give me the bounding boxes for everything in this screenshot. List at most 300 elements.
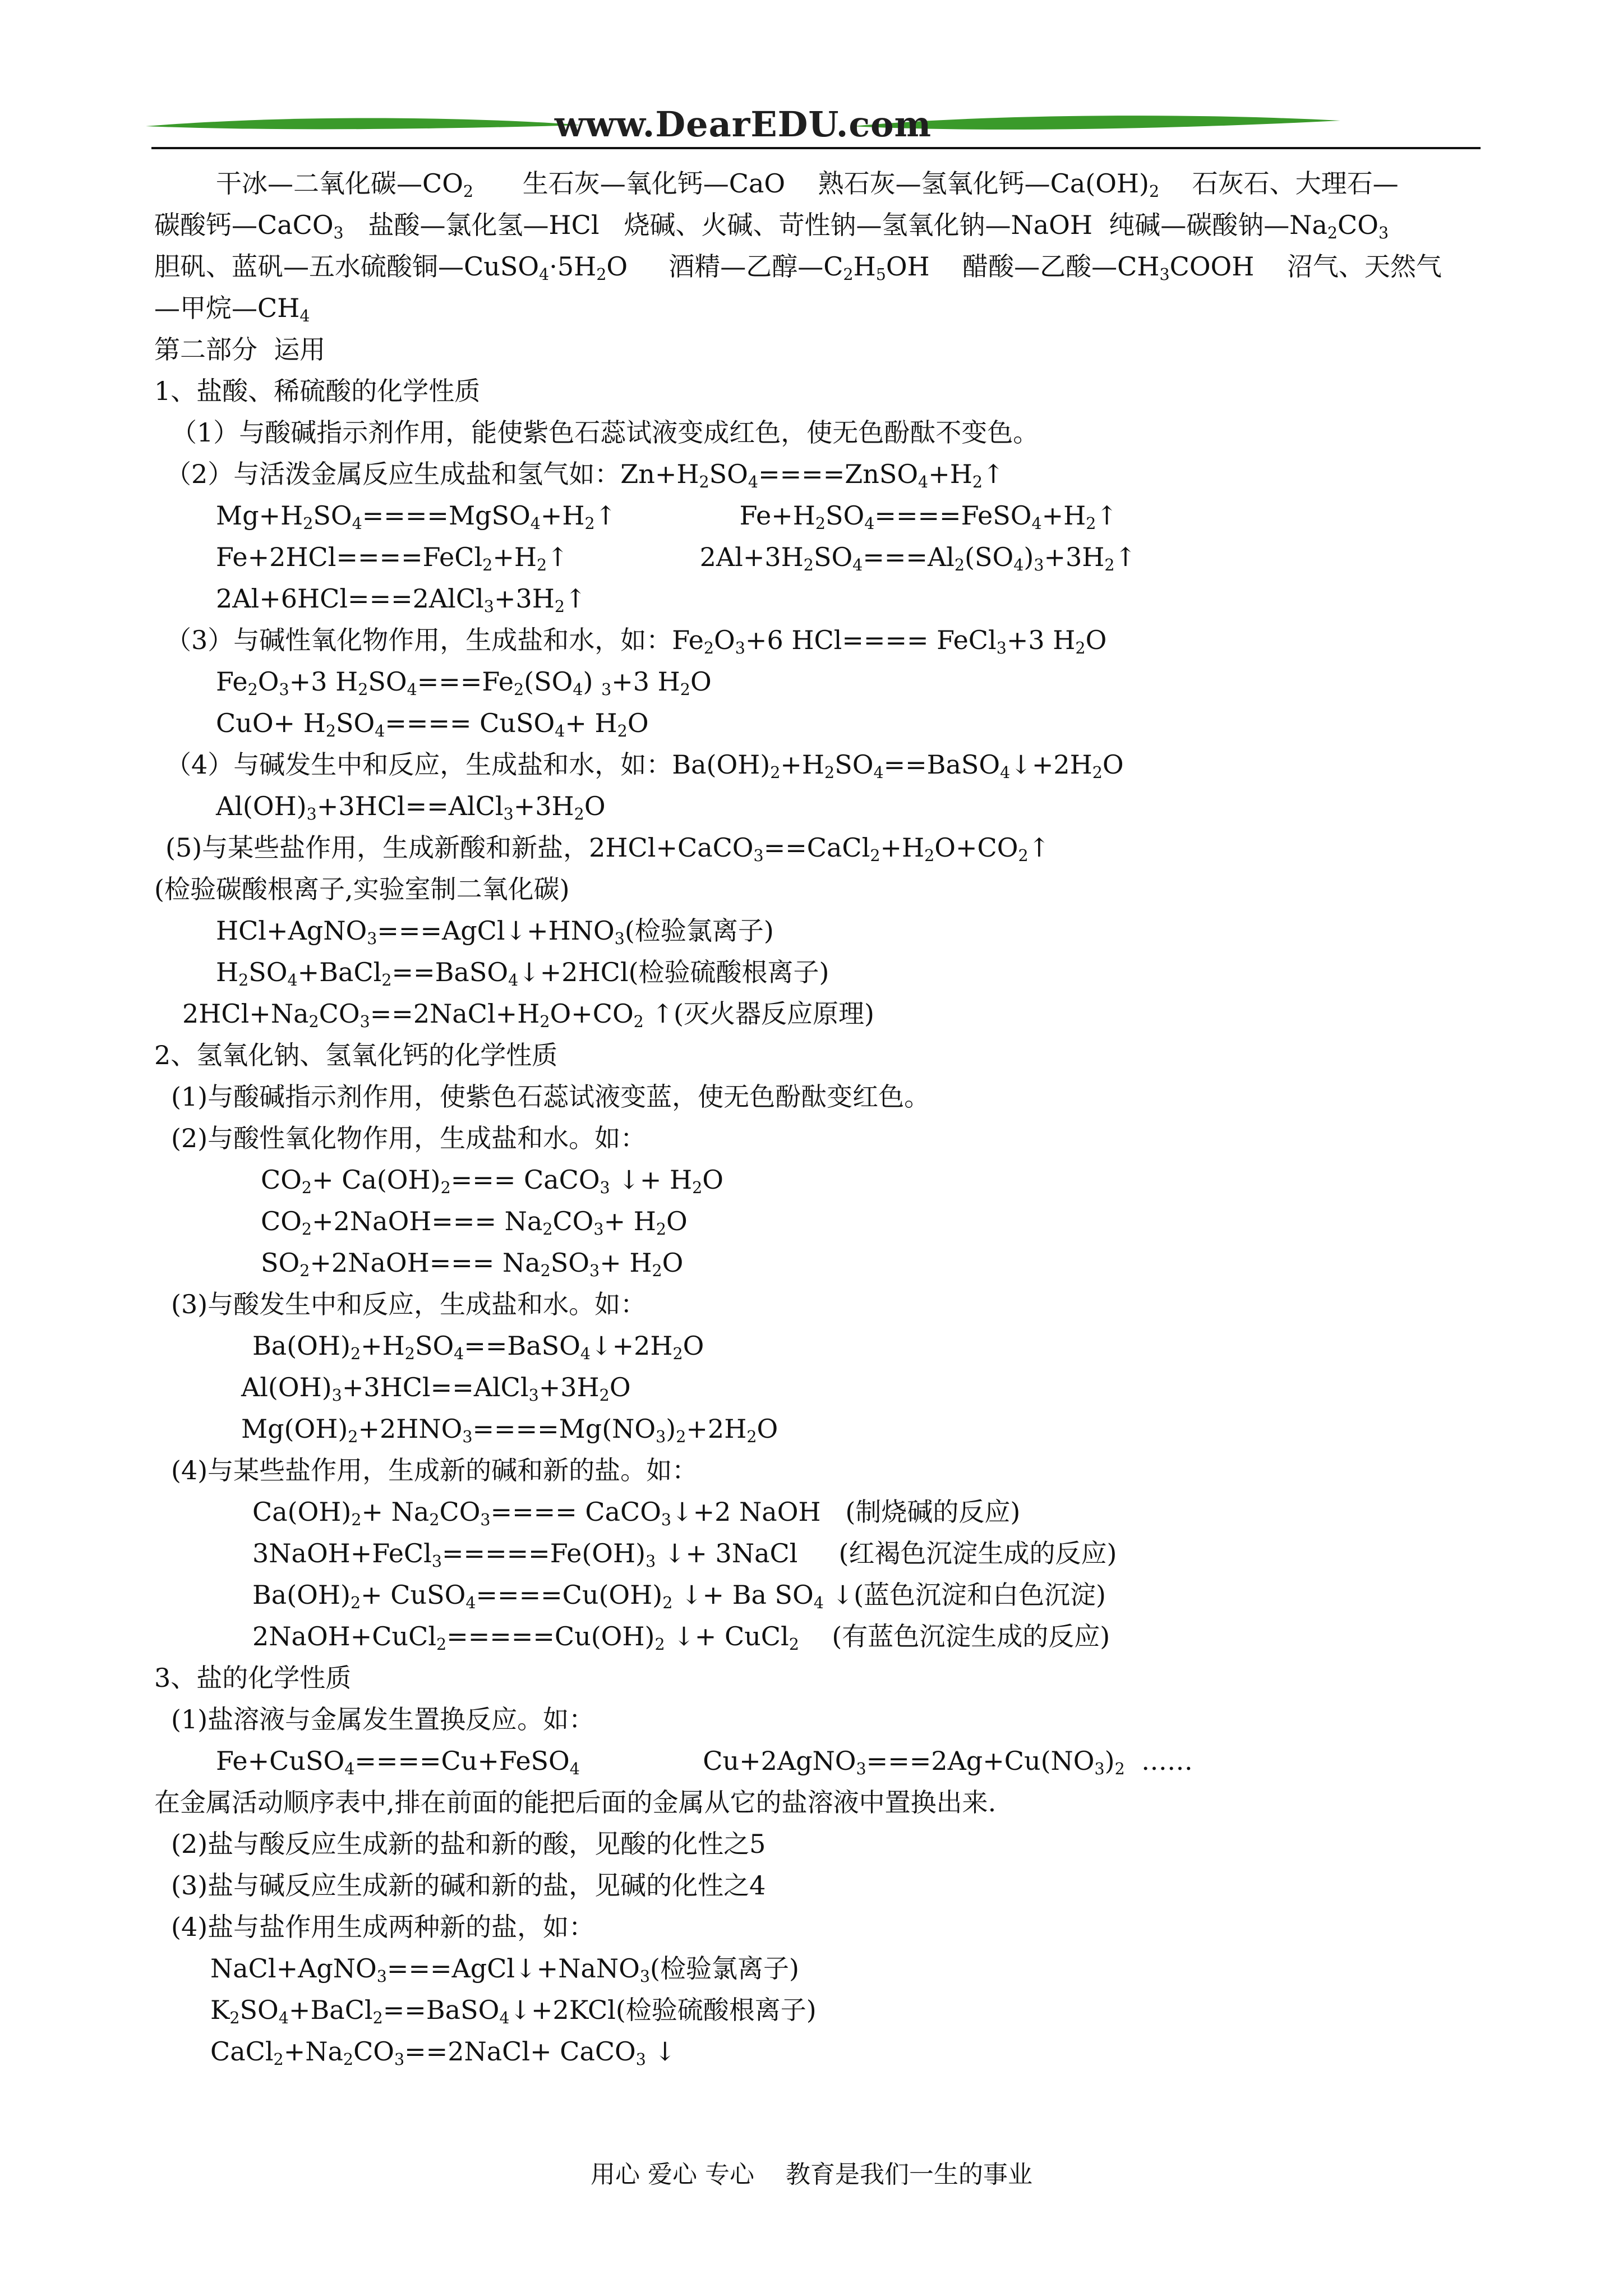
- text-run: ……: [1124, 1746, 1193, 1776]
- subscript: 4: [864, 514, 875, 533]
- subscript: 2: [972, 472, 983, 491]
- text-run: ↓+2HCl(检验硫酸根离子): [518, 957, 829, 987]
- subscript: 2: [574, 804, 584, 823]
- text-run: ↓+ H: [610, 1165, 693, 1195]
- text-run: Al(OH): [241, 1372, 332, 1402]
- text-run: 3NaOH+FeCl: [252, 1538, 432, 1568]
- subscript: 2: [633, 1012, 644, 1031]
- text-line: [154, 1948, 1500, 1989]
- subscript: 3: [996, 638, 1007, 657]
- text-run: 石灰石、大理石—: [1159, 168, 1399, 199]
- subscript: 4: [873, 763, 884, 782]
- text-run: ====Cu(OH): [476, 1580, 663, 1610]
- text-run: Fe: [216, 666, 248, 697]
- text-run: + H: [565, 708, 617, 738]
- subscript: 2: [238, 970, 249, 990]
- subscript: 4: [1031, 514, 1042, 533]
- text-run: (检验碳酸根离子,实验室制二氧化碳): [154, 874, 570, 904]
- text-run: （4）与碱发生中和反应，生成盐和水，如：Ba(OH): [165, 749, 771, 780]
- subscript: 4: [508, 970, 519, 990]
- text-line: [154, 1782, 1500, 1823]
- text-run: +3 H: [1006, 625, 1076, 655]
- text-run: +3HCl==AlCl: [342, 1372, 529, 1402]
- text-run: COOH 沼气、天然气: [1169, 251, 1442, 282]
- subscript: 2: [348, 1427, 358, 1446]
- text-run: (有蓝色沉淀生成的反应): [799, 1621, 1110, 1651]
- subscript: 2: [463, 182, 474, 201]
- text-run: O: [666, 1206, 688, 1236]
- subscript: 2: [599, 1386, 610, 1405]
- subscript: 2: [843, 265, 854, 284]
- subscript: 2: [542, 1220, 553, 1239]
- text-run: O: [584, 791, 606, 821]
- subscript: 2: [436, 1635, 447, 1654]
- text-line: [154, 1823, 1500, 1865]
- text-run: O: [627, 708, 649, 738]
- text-run: +2H: [686, 1414, 747, 1444]
- subscript: 4: [407, 680, 417, 699]
- text-run: SO: [261, 1248, 300, 1278]
- text-run: 1、盐酸、稀硫酸的化学性质: [154, 376, 481, 406]
- subscript: 3: [635, 2050, 646, 2069]
- subscript: 2: [803, 555, 814, 574]
- subscript: 4: [580, 1344, 591, 1363]
- text-line: [154, 1616, 1500, 1657]
- text-line: [154, 661, 1500, 702]
- text-line: [154, 1283, 1500, 1325]
- text-run: ↑: [565, 583, 587, 614]
- subscript: 2: [343, 2050, 354, 2069]
- subscript: 3: [333, 223, 344, 242]
- text-run: CO: [261, 1206, 302, 1236]
- text-run: H: [853, 251, 876, 282]
- subscript: 3: [331, 1386, 342, 1405]
- text-run: ·5H: [549, 251, 597, 282]
- text-run: ): [583, 666, 602, 697]
- text-run: ==2NaCl+H: [370, 999, 540, 1029]
- text-run: SO: [368, 666, 407, 697]
- text-line: [154, 1325, 1500, 1366]
- subscript: 4: [299, 306, 310, 325]
- text-run: Mg+H: [216, 500, 303, 531]
- text-run: +BaCl: [297, 957, 382, 987]
- text-run: CO: [552, 1206, 594, 1236]
- text-run: +H: [361, 1331, 405, 1361]
- text-run: CO: [353, 2036, 394, 2067]
- text-run: (3)盐与碱反应生成新的碱和新的盐，见碱的化性之4: [171, 1870, 766, 1901]
- text-run: ===Al: [863, 542, 955, 572]
- text-run: 第二部分 运用: [154, 334, 326, 365]
- text-run: O: [1085, 625, 1107, 655]
- subscript: 4: [530, 514, 541, 533]
- text-run: (4)与某些盐作用，生成新的碱和新的盐。如：: [171, 1455, 698, 1485]
- text-line: [154, 578, 1500, 619]
- text-line: [154, 951, 1500, 993]
- text-run: ==== CaCO: [490, 1497, 661, 1527]
- text-run: ====Cu+FeSO: [354, 1746, 570, 1776]
- text-run: ↓+2 NaOH (制烧碱的反应): [671, 1497, 1021, 1527]
- text-line: [154, 1408, 1500, 1450]
- text-run: SO: [335, 708, 375, 738]
- text-line: [154, 412, 1500, 453]
- text-run: O: [683, 1331, 704, 1361]
- text-run: ): [666, 1414, 676, 1444]
- subscript: 2: [584, 514, 595, 533]
- subscript: 2: [1092, 763, 1103, 782]
- text-run: =====Fe(OH): [442, 1538, 646, 1568]
- text-run: 胆矾、蓝矾—五水硫酸铜—CuSO: [154, 251, 540, 282]
- page-footer: 用心 爱心 专心 教育是我们一生的事业: [591, 2160, 1032, 2189]
- subscript: 2: [537, 555, 547, 574]
- text-run: NaCl+AgNO: [210, 1953, 377, 1984]
- subscript: 2: [482, 555, 493, 574]
- text-run: SO: [313, 500, 352, 531]
- text-run: ===AgCl↓+NaNO: [386, 1953, 640, 1984]
- text-line: [154, 1200, 1500, 1242]
- subscript: 3: [656, 1427, 666, 1446]
- text-run: O: [702, 1165, 724, 1195]
- text-line: [154, 370, 1500, 412]
- text-run: O: [662, 1248, 684, 1278]
- subscript: 2: [303, 514, 313, 533]
- subscript: 2: [1114, 1759, 1125, 1778]
- subscript: 3: [376, 1967, 387, 1986]
- subscript: 4: [287, 970, 298, 990]
- subscript: 3: [480, 1510, 491, 1529]
- text-line: [154, 1242, 1500, 1283]
- text-run: 2Al+6HCl===2AlCl: [216, 583, 484, 614]
- text-line: [154, 287, 1500, 329]
- text-run: K: [210, 1995, 230, 2025]
- text-line: [154, 1366, 1500, 1408]
- text-line: [154, 536, 1500, 578]
- text-run: ↓+2H: [1010, 749, 1092, 780]
- subscript: 2: [680, 680, 690, 699]
- text-line: [154, 1699, 1500, 1740]
- text-run: ==2NaCl+ CaCO: [404, 2036, 636, 2067]
- subscript: 3: [1094, 1759, 1105, 1778]
- text-line: [154, 453, 1500, 495]
- subscript: 3: [614, 929, 625, 948]
- subscript: 4: [813, 1593, 824, 1612]
- text-run: (2)盐与酸反应生成新的盐和新的酸，见酸的化性之5: [171, 1829, 766, 1859]
- subscript: 2: [372, 2008, 383, 2027]
- subscript: 2: [654, 1635, 665, 1654]
- text-run: SO: [239, 1995, 279, 2025]
- subscript: 4: [1000, 763, 1011, 782]
- text-run: CaCl: [210, 2036, 274, 2067]
- text-run: Fe+2HCl====FeCl: [216, 542, 483, 572]
- text-run: +3 H: [611, 666, 680, 697]
- text-run: O 酒精—乙醇—C: [606, 251, 843, 282]
- subscript: 2: [325, 721, 336, 740]
- text-run: CO: [261, 1165, 302, 1195]
- subscript: 2: [350, 1344, 361, 1363]
- text-run: +3 H: [289, 666, 358, 697]
- text-run: ↓+ 3NaCl (红褐色沉淀生成的反应): [656, 1538, 1117, 1568]
- text-run: SO: [248, 957, 288, 987]
- subscript: 2: [358, 680, 368, 699]
- text-run: +2NaOH=== Na: [310, 1248, 541, 1278]
- subscript: 2: [301, 1178, 312, 1197]
- text-run: ==== CuSO: [385, 708, 555, 738]
- text-run: SO: [414, 1331, 454, 1361]
- subscript: 2: [662, 1593, 673, 1612]
- text-run: ↑: [1114, 542, 1137, 572]
- text-run: (检验氯离子): [624, 915, 774, 946]
- subscript: 3: [661, 1510, 672, 1529]
- text-run: OH 醋酸—乙酸—CH: [886, 251, 1160, 282]
- text-run: 3、盐的化学性质: [154, 1663, 352, 1693]
- text-run: ↓+ Ba SO: [672, 1580, 814, 1610]
- text-run: O: [609, 1372, 631, 1402]
- text-line: [154, 1574, 1500, 1616]
- subscript: 2: [924, 846, 935, 865]
- text-run: ==BaSO: [391, 957, 509, 987]
- subscript: 2: [703, 638, 714, 657]
- subscript: 2: [514, 680, 524, 699]
- subscript: 2: [1149, 182, 1160, 201]
- text-run: O+CO: [934, 832, 1018, 863]
- subscript: 3: [753, 846, 764, 865]
- text-run: ↑ Fe+H: [594, 500, 815, 531]
- text-line: [154, 1117, 1500, 1159]
- subscript: 3: [1159, 265, 1170, 284]
- subscript: 2: [273, 2050, 284, 2069]
- text-run: + Na: [361, 1497, 430, 1527]
- text-run: +3H: [1044, 542, 1105, 572]
- text-run: ====MgSO: [362, 500, 531, 531]
- text-line: [154, 329, 1500, 370]
- text-line: [154, 1740, 1500, 1782]
- text-run: + H: [600, 1248, 652, 1278]
- subscript: 4: [278, 2008, 289, 2027]
- text-line: [154, 1533, 1500, 1574]
- text-run: CO: [1338, 210, 1378, 240]
- subscript: 2: [1075, 638, 1086, 657]
- text-run: 碳酸钙—CaCO: [154, 210, 334, 240]
- text-run: + CuSO: [361, 1580, 466, 1610]
- text-run: (5)与某些盐作用，生成新酸和新盐，2HCl+CaCO: [165, 832, 754, 863]
- text-run: 干冰—二氧化碳—CO: [216, 168, 463, 199]
- text-run: +3H: [513, 791, 574, 821]
- text-run: 2、氢氧化钠、氢氧化钙的化学性质: [154, 1040, 558, 1070]
- subscript: 3: [1378, 223, 1389, 242]
- subscript: 2: [815, 514, 826, 533]
- text-run: ===Fe: [417, 666, 514, 697]
- text-run: Ca(OH): [252, 1497, 352, 1527]
- subscript: 2: [404, 1344, 415, 1363]
- subscript: 3: [394, 2050, 405, 2069]
- text-run: SO: [834, 749, 874, 780]
- text-line: [154, 1450, 1500, 1491]
- subscript: 2: [824, 763, 835, 782]
- subscript: 3: [593, 1220, 604, 1239]
- text-run: ↓(蓝色沉淀和白色沉淀): [823, 1580, 1106, 1610]
- text-run: (3)与酸发生中和反应，生成盐和水。如：: [171, 1289, 647, 1319]
- text-run: 2HCl+Na: [182, 999, 309, 1029]
- text-run: ====Mg(NO: [472, 1414, 656, 1444]
- subscript: 4: [465, 1593, 476, 1612]
- text-run: ==BaSO: [883, 749, 1000, 780]
- subscript: 2: [301, 1220, 312, 1239]
- text-run: ↑: [1028, 832, 1050, 863]
- subscript: 2: [617, 721, 628, 740]
- text-run: O: [757, 1414, 778, 1444]
- text-line: [154, 163, 1500, 204]
- text-run: (1)与酸碱指示剂作用，使紫色石蕊试液变蓝，使无色酚酞变红色。: [171, 1082, 930, 1112]
- subscript: 2: [672, 1344, 683, 1363]
- subscript: 2: [870, 846, 880, 865]
- subscript: 2: [789, 1635, 799, 1654]
- subscript: 2: [770, 763, 781, 782]
- text-line: [154, 619, 1500, 661]
- text-line: [154, 1657, 1500, 1699]
- subscript: 4: [1013, 555, 1024, 574]
- subscript: 3: [279, 680, 289, 699]
- text-line: [154, 827, 1500, 868]
- subscript: 2: [350, 1593, 361, 1612]
- subscript: 2: [1104, 555, 1115, 574]
- text-run: ↑: [1096, 500, 1118, 531]
- text-run: 2NaOH+CuCl: [252, 1621, 437, 1651]
- subscript: 3: [528, 1386, 539, 1405]
- subscript: 2: [692, 1178, 703, 1197]
- text-run: + H: [603, 1206, 656, 1236]
- subscript: 3: [645, 1552, 656, 1571]
- text-run: +3HCl==AlCl: [316, 791, 504, 821]
- text-line: [154, 744, 1500, 785]
- text-run: ↑(灭火器反应原理): [643, 999, 874, 1029]
- text-run: +H: [1041, 500, 1086, 531]
- subscript: 5: [875, 265, 886, 284]
- text-run: CO: [319, 999, 360, 1029]
- subscript: 3: [1034, 555, 1044, 574]
- text-run: Cu+2AgNO: [579, 1746, 856, 1776]
- subscript: 3: [600, 1178, 610, 1197]
- text-run: ===2Ag+Cu(NO: [866, 1746, 1095, 1776]
- text-run: ==BaSO: [464, 1331, 580, 1361]
- text-run: CO: [439, 1497, 481, 1527]
- subscript: 2: [1086, 514, 1096, 533]
- subscript: 3: [359, 1012, 370, 1031]
- text-run: =====Cu(OH): [446, 1621, 655, 1651]
- text-run: 盐酸—氯化氢—HCl 烧碱、火碱、苛性钠—氢氧化钠—NaOH 纯碱—碳酸钠—Na: [343, 210, 1327, 240]
- text-run: ↑: [983, 459, 1004, 489]
- subscript: 2: [596, 265, 607, 284]
- text-run: 生石灰—氧化钙—CaO 熟石灰—氢氧化钙—Ca(OH): [473, 168, 1149, 199]
- text-run: +H: [780, 749, 825, 780]
- text-run: (检验氯离子): [650, 1953, 799, 1984]
- text-run: +H: [928, 459, 972, 489]
- text-run: (2)与酸性氧化物作用，生成盐和水。如：: [171, 1123, 647, 1153]
- text-line: [154, 1491, 1500, 1533]
- text-run: HCl+AgNO: [216, 915, 367, 946]
- subscript: 2: [699, 472, 709, 491]
- text-run: Mg(OH): [241, 1414, 348, 1444]
- text-run: ↓+2H: [591, 1331, 673, 1361]
- text-run: +H: [540, 500, 585, 531]
- text-run: ==CaCl: [763, 832, 870, 863]
- text-run: O: [714, 625, 735, 655]
- text-run: ): [1023, 542, 1034, 572]
- text-run: +3H: [494, 583, 555, 614]
- text-run: ↓+ CuCl: [665, 1621, 789, 1651]
- subscript: 2: [299, 1261, 310, 1280]
- text-run: (1)盐溶液与金属发生置换反应。如：: [171, 1704, 595, 1734]
- subscript: 3: [367, 929, 377, 948]
- text-run: SO: [709, 459, 748, 489]
- text-run: ↓+2KCl(检验硫酸根离子): [509, 1995, 817, 2025]
- text-run: +2HNO: [358, 1414, 463, 1444]
- subscript: 3: [483, 597, 494, 616]
- text-run: （2）与活泼金属反应生成盐和氢气如：Zn+H: [165, 459, 699, 489]
- text-run: SO: [826, 500, 865, 531]
- text-run: ===AgCl↓+HNO: [377, 915, 615, 946]
- subscript: 3: [601, 680, 612, 699]
- text-run: +H: [880, 832, 925, 863]
- text-line: [154, 2031, 1500, 2072]
- site-logo[interactable]: www.DearEDU.com: [554, 104, 932, 145]
- text-line: [154, 1159, 1500, 1200]
- text-run: (SO: [965, 542, 1014, 572]
- text-line: [154, 993, 1500, 1034]
- text-run: Ba(OH): [252, 1580, 351, 1610]
- subscript: 2: [954, 555, 965, 574]
- subscript: 2: [429, 1510, 440, 1529]
- subscript: 2: [1327, 223, 1338, 242]
- subscript: 2: [247, 680, 258, 699]
- subscript: 3: [503, 804, 514, 823]
- text-run: ↑ 2Al+3H: [547, 542, 804, 572]
- subscript: 2: [351, 1510, 362, 1529]
- subscript: 2: [746, 1427, 757, 1446]
- text-run: O: [257, 666, 279, 697]
- subscript: 4: [344, 1759, 355, 1778]
- subscript: 4: [375, 721, 385, 740]
- subscript: 3: [462, 1427, 473, 1446]
- text-run: (4)盐与盐作用生成两种新的盐，如：: [171, 1912, 595, 1942]
- text-run: 在金属活动顺序表中,排在前面的能把后面的金属从它的盐溶液中置换出来.: [154, 1787, 997, 1818]
- header-divider: [151, 147, 1481, 149]
- text-line: [154, 1989, 1500, 2031]
- text-run: （3）与碱性氧化物作用，生成盐和水，如：Fe: [165, 625, 704, 655]
- subscript: 2: [656, 1220, 666, 1239]
- subscript: 2: [540, 1012, 550, 1031]
- text-line: [154, 785, 1500, 827]
- text-run: Ba(OH): [252, 1331, 351, 1361]
- text-run: —甲烷—CH: [154, 293, 300, 323]
- subscript: 4: [454, 1344, 464, 1363]
- text-line: [154, 1906, 1500, 1948]
- text-run: O+CO: [550, 999, 634, 1029]
- text-run: +Na: [283, 2036, 343, 2067]
- text-line: [154, 1076, 1500, 1117]
- subscript: 3: [589, 1261, 600, 1280]
- subscript: 4: [352, 514, 362, 533]
- text-run: Fe+CuSO: [216, 1746, 345, 1776]
- text-line: [154, 910, 1500, 951]
- subscript: 4: [573, 680, 583, 699]
- subscript: 3: [431, 1552, 442, 1571]
- text-run: +2NaOH=== Na: [312, 1206, 543, 1236]
- subscript: 2: [381, 970, 392, 990]
- text-line: [154, 495, 1500, 536]
- subscript: 4: [852, 555, 863, 574]
- text-run: H: [216, 957, 239, 987]
- subscript: 3: [639, 1967, 651, 1986]
- subscript: 2: [1018, 846, 1029, 865]
